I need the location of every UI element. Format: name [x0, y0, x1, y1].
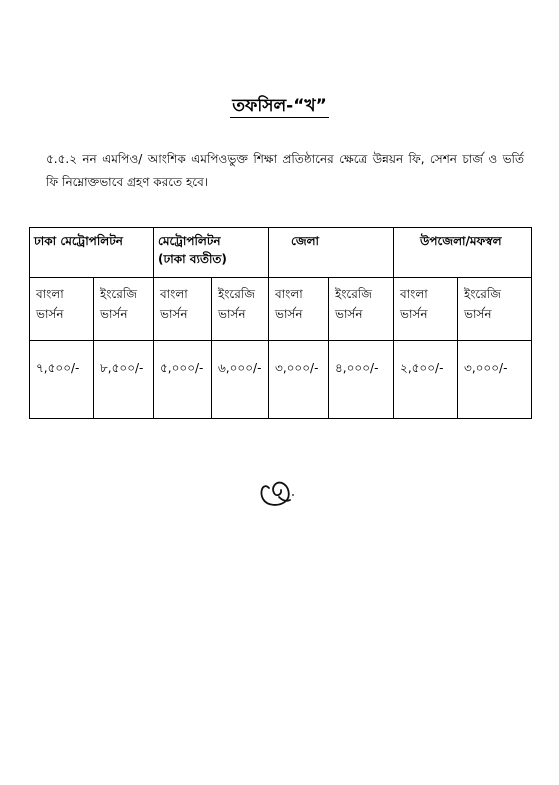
schedule-title [0, 93, 559, 121]
subheader-cell [94, 278, 154, 341]
fee-value: ৭,৫০০/- [36, 361, 80, 375]
fee-value: ৪,০০০/- [335, 361, 379, 375]
schedule-title-text: তফসিল-“খ” [232, 96, 327, 116]
header-label: উপজেলা/মফস্বল [420, 234, 502, 248]
subheader-label-sub: ভার্সন [218, 307, 246, 321]
subheader-cell [329, 278, 394, 341]
table-header-row [30, 228, 532, 278]
fee-table [29, 227, 532, 419]
paragraph-line-2: ফি নিম্নোক্তভাবে গ্রহণ করতে হবে। [46, 175, 209, 189]
fee-value-cell [30, 341, 94, 419]
fee-value-cell [394, 341, 458, 419]
header-cell-district [269, 228, 394, 278]
subheader-label-sub: ভার্সন [464, 307, 492, 321]
instruction-paragraph [46, 148, 524, 194]
subheader-label: বাংলা [275, 287, 303, 301]
subheader-label-sub: ভার্সন [275, 307, 303, 321]
header-label: জেলা [291, 234, 320, 248]
subheader-label: ইংরেজি [218, 287, 255, 301]
fee-value: ৫,০০০/- [160, 361, 204, 375]
header-label-sub: (ঢাকা ব্যতীত) [158, 252, 227, 266]
subheader-cell [458, 278, 532, 341]
signature-mark [255, 470, 300, 510]
header-label: মেট্রোপলিটন [158, 234, 221, 248]
subheader-cell [154, 278, 212, 341]
fee-value: ৮,৫০০/- [100, 361, 144, 375]
header-label: ঢাকা মেট্রোপলিটন [34, 234, 123, 248]
subheader-label-sub: ভার্সন [36, 307, 64, 321]
header-cell-dhaka-metropolitan [30, 228, 154, 278]
paragraph-line-1: ৫.৫.২ নন এমপিও/ আংশিক এমপিওভুক্ত শিক্ষা প্রতিষ্ঠানের ক্ষেত্রে উন্নয়ন ফি, সেশন চার্জ ও ভর্তি [46, 152, 524, 166]
table-values-row [30, 341, 532, 419]
subheader-cell [30, 278, 94, 341]
fee-value-cell [458, 341, 532, 419]
subheader-label-sub: ভার্সন [400, 307, 428, 321]
subheader-label: বাংলা [36, 287, 64, 301]
fee-value-cell [329, 341, 394, 419]
table-subheader-row [30, 278, 532, 341]
subheader-label: বাংলা [160, 287, 188, 301]
subheader-label: ইংরেজি [100, 287, 137, 301]
header-cell-metropolitan [154, 228, 269, 278]
fee-value: ৩,০০০/- [464, 361, 508, 375]
subheader-cell [269, 278, 329, 341]
subheader-label: ইংরেজি [335, 287, 373, 301]
subheader-label-sub: ভার্সন [160, 307, 188, 321]
subheader-label: বাংলা [400, 287, 428, 301]
subheader-label-sub: ভার্সন [100, 307, 128, 321]
fee-value: ৩,০০০/- [275, 361, 319, 375]
subheader-label: ইংরেজি [464, 287, 502, 301]
fee-value: ৬,০০০/- [218, 361, 262, 375]
fee-value-cell [212, 341, 269, 419]
fee-value-cell [154, 341, 212, 419]
subheader-cell [394, 278, 458, 341]
fee-value-cell [94, 341, 154, 419]
subheader-label-sub: ভার্সন [335, 307, 363, 321]
fee-value-cell [269, 341, 329, 419]
header-cell-upazila [394, 228, 532, 278]
fee-value: ২,৫০০/- [400, 361, 444, 375]
subheader-cell [212, 278, 269, 341]
